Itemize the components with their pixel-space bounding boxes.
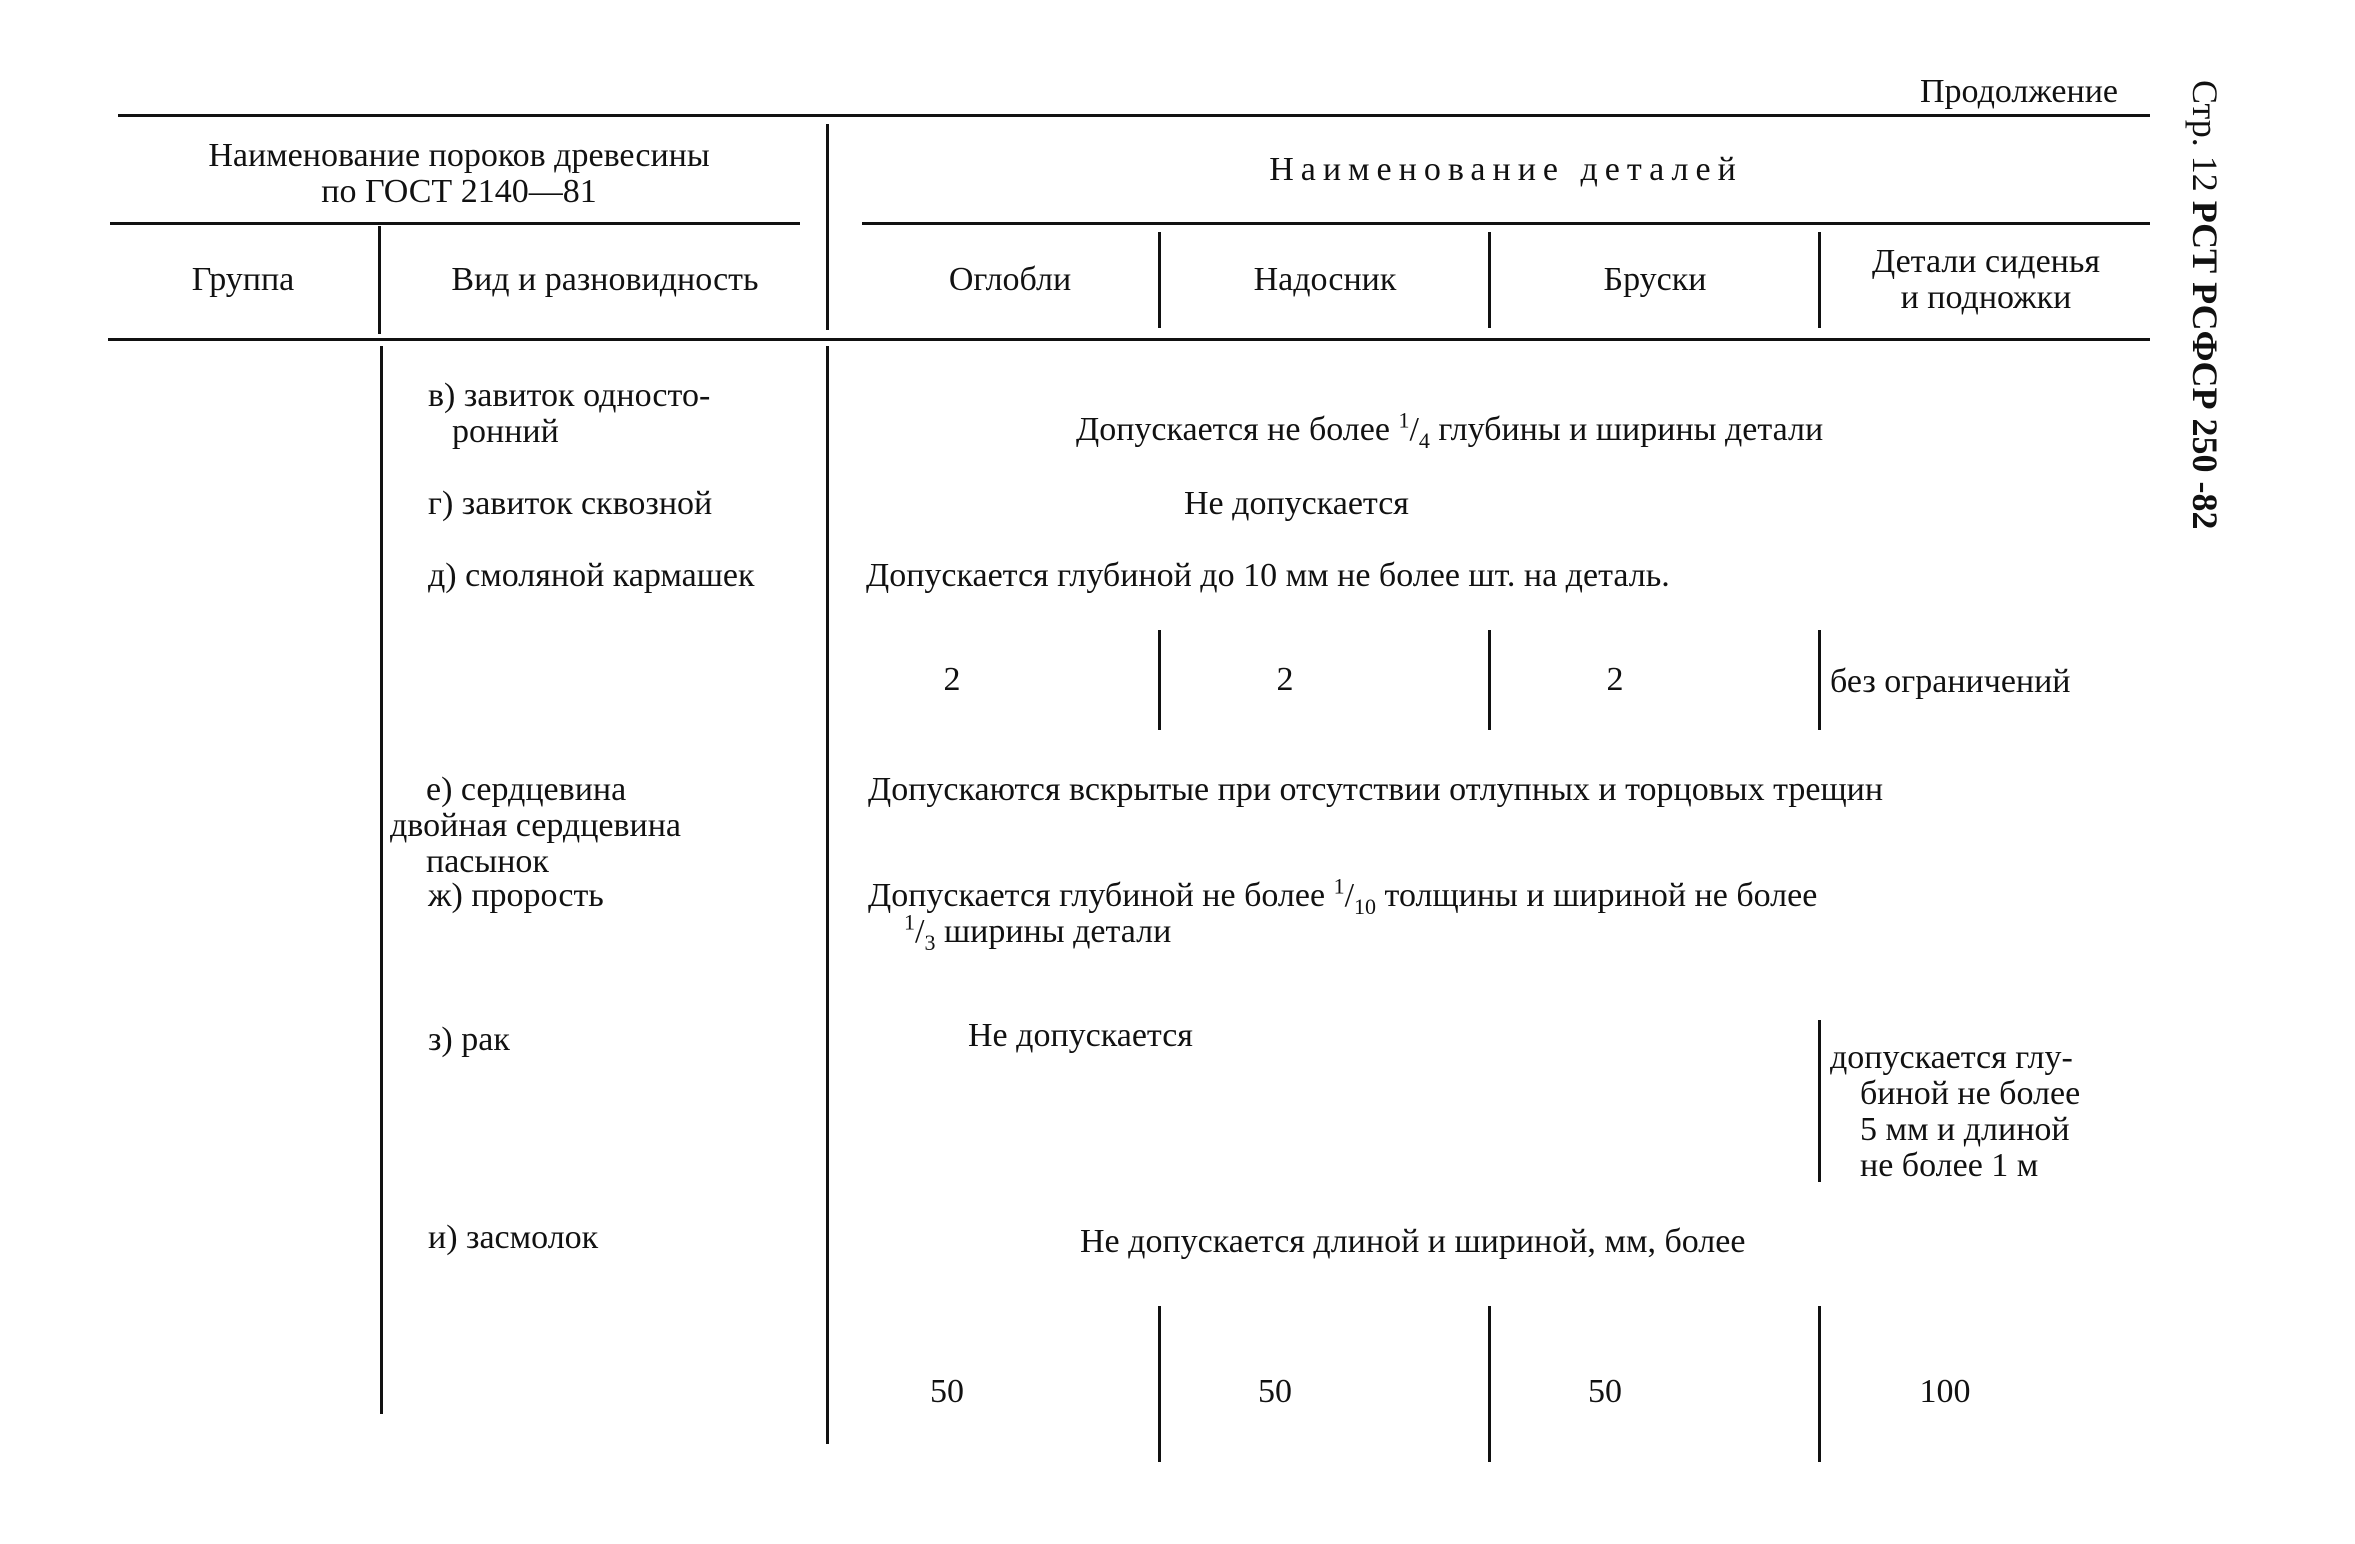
row-zh-label: ж) прорость bbox=[428, 877, 604, 914]
col2-divider-header bbox=[1488, 232, 1491, 328]
row-d-value-bars: 2 bbox=[1606, 661, 1624, 698]
row-i-value-seat-parts: 100 bbox=[1919, 1373, 1971, 1410]
parts-title: Наименование деталей bbox=[1269, 151, 1743, 188]
row-i-value-bars: 50 bbox=[1588, 1373, 1622, 1410]
column-header-seat-parts: Детали сиденья и подножки bbox=[1871, 243, 2101, 316]
standard-designation: РСТ РСФСР 250 -82 bbox=[2185, 200, 2225, 530]
row-i-value-shafts: 50 bbox=[930, 1373, 964, 1410]
row-d-value-seat-parts: без ограничений bbox=[1830, 663, 2071, 700]
row-d-value-nadosnik: 2 bbox=[1276, 661, 1294, 698]
col1-divider-header bbox=[1158, 232, 1161, 328]
row-v-text: Допускается не более $^1/_4$ глубины и ширины детали bbox=[1076, 407, 1824, 453]
row-d-label: д) смоляной кармашек bbox=[428, 557, 755, 594]
continuation-label: Продолжение bbox=[1920, 73, 2119, 110]
header-bottom-rule bbox=[108, 338, 2150, 341]
row-g-label: г) завиток сквозной bbox=[428, 485, 713, 522]
page-number: Стр. 12 bbox=[2185, 80, 2225, 192]
row-i-label: и) засмолок bbox=[428, 1219, 599, 1256]
defects-title: Наименование пороков древесины по ГОСТ 2140—81 bbox=[208, 137, 710, 210]
row-v-label: в) завиток односто- ронний bbox=[428, 377, 711, 450]
group-kind-divider-header bbox=[378, 226, 381, 334]
column-header-shafts: Оглобли bbox=[948, 261, 1072, 298]
row-d-divider-1 bbox=[1158, 630, 1161, 730]
parts-subheader-rule bbox=[862, 222, 2150, 225]
row-i-divider-3 bbox=[1818, 1306, 1821, 1462]
row-z-seat-text: допускается глу- биной не более 5 мм и длиной не более 1 м bbox=[1830, 1039, 2081, 1184]
defects-parts-divider-body bbox=[826, 346, 829, 1444]
row-i-value-nadosnik: 50 bbox=[1258, 1373, 1292, 1410]
column-header-nadosnik: Надосник bbox=[1253, 261, 1397, 298]
row-z-label: з) рак bbox=[428, 1021, 510, 1058]
row-z-seat-divider bbox=[1818, 1020, 1821, 1182]
group-header: Группа bbox=[191, 261, 295, 298]
row-d-divider-3 bbox=[1818, 630, 1821, 730]
row-d-value-shafts: 2 bbox=[943, 661, 961, 698]
row-d-divider-2 bbox=[1488, 630, 1491, 730]
row-zh-text: Допускается глубиной не более $^1/_{10}$ толщины и шириной не более $^1/_3$ ширины детали bbox=[868, 873, 1818, 955]
row-g-text: Не допускается bbox=[1184, 485, 1409, 522]
kind-header: Вид и разновидность bbox=[451, 261, 759, 298]
col3-divider-header bbox=[1818, 232, 1821, 328]
table-top-rule bbox=[118, 114, 2150, 117]
row-i-divider-1 bbox=[1158, 1306, 1161, 1462]
side-page-label bbox=[2175, 80, 2235, 600]
row-i-divider-2 bbox=[1488, 1306, 1491, 1462]
row-i-text: Не допускается длиной и шириной, мм, более bbox=[1080, 1223, 1746, 1260]
row-e-label: е) сердцевина двойная сердцевина пасынок bbox=[390, 771, 682, 880]
defects-parts-divider-header bbox=[826, 124, 829, 330]
row-z-text: Не допускается bbox=[968, 1017, 1193, 1054]
row-e-text: Допускаются вскрытые при отсутствии отлупных и торцовых трещин bbox=[868, 771, 1884, 808]
group-kind-divider-body bbox=[380, 346, 383, 1414]
row-d-text: Допускается глубиной до 10 мм не более шт. на деталь. bbox=[866, 557, 1670, 594]
column-header-bars: Бруски bbox=[1603, 261, 1707, 298]
defects-subheader-rule bbox=[110, 222, 800, 225]
